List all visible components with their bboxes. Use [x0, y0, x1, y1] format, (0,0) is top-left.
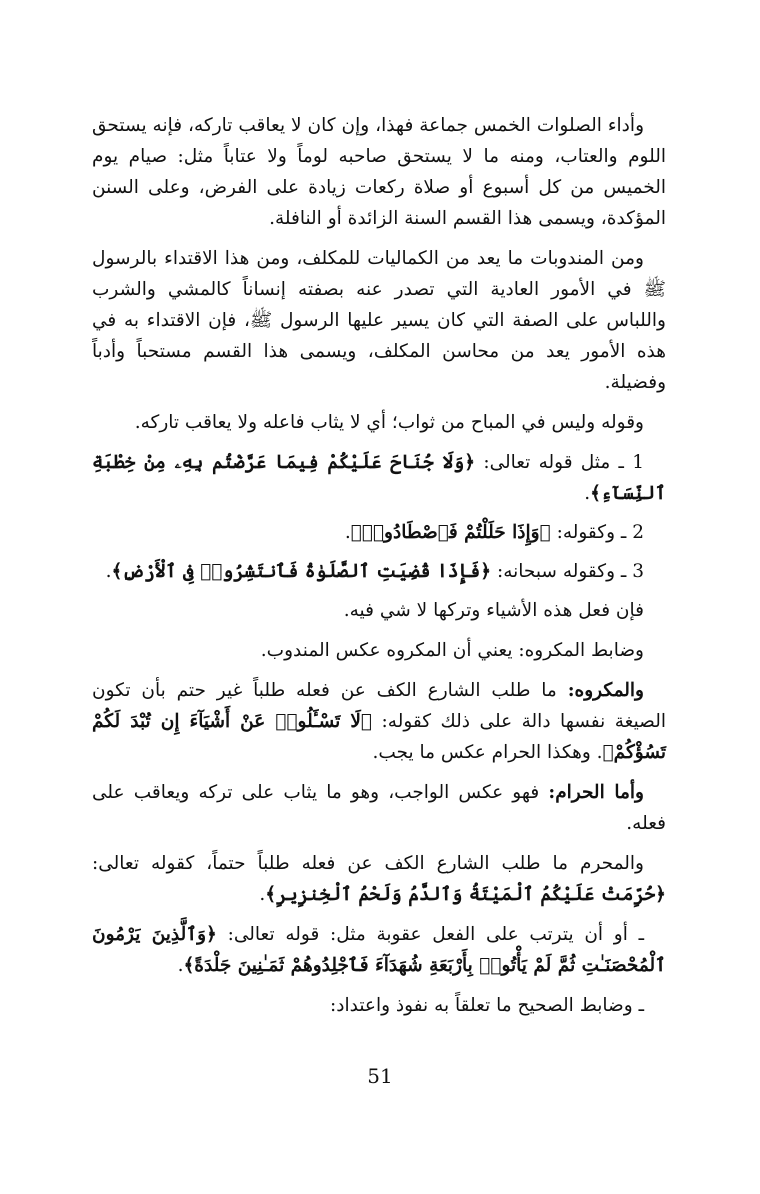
muharram-tail: .	[259, 884, 266, 905]
makruh-term: والمكروه:	[567, 680, 644, 701]
example-1-verse: ﴿وَلَا جُنَاحَ عَلَيْكُمْ فِيمَا عَرَّضْتُم بِهِۦ مِنْ خِطْبَةِ ٱلنِّسَآءِ﴾	[92, 452, 666, 504]
paragraph-mandubat: ومن المندوبات ما يعد من الكماليات للمكلف، ومن هذا الاقتداء بالرسول ﷺ في الأمور العادية التي تصدر عنه بصفته إنساناً كالمشي والشرب واللباس على الصفة التي كان يسير عليها الرسول ﷺ، فإن الاقتداء به في هذه الأمور يعد من محاسن المكلف، ويسمى هذا القسم مستحباً وأدباً وفضيلة.	[92, 248, 666, 393]
example-2-tail: .	[344, 522, 351, 543]
paragraph-no-consequence: فإن فعل هذه الأشياء وتركها لا شي فيه.	[343, 600, 644, 621]
paragraph-makruh-definition	[92, 675, 666, 768]
example-1-lead: 1 ـ مثل قوله تعالى:	[475, 452, 644, 473]
example-1-tail: .	[584, 483, 591, 504]
penalty-tail: .	[177, 955, 184, 976]
makruh-tail: . وهكذا الحرام عكس ما يجب.	[372, 742, 603, 763]
example-2	[92, 517, 666, 548]
paragraph-penalty	[92, 919, 666, 981]
penalty-text: ـ أو أن يترتب على الفعل عقوبة مثل: قوله تعالى:	[216, 924, 644, 945]
example-3-tail: .	[105, 561, 112, 582]
paragraph-makruh-rule: وضابط المكروه: يعني أن المكروه عكس المندوب.	[260, 640, 644, 661]
paragraph-muharram	[92, 848, 666, 910]
example-2-lead: 2 ـ وكقوله:	[550, 522, 644, 543]
example-1	[92, 447, 666, 509]
paragraph-mubah: وقوله وليس في المباح من ثواب؛ أي لا يثاب فاعله ولا يعاقب تاركه.	[134, 412, 644, 433]
example-3	[92, 556, 666, 587]
muharram-text: والمحرم ما طلب الشارع الكف عن فعله طلباً حتماً، كقوله تعالى:	[92, 853, 644, 874]
example-3-lead: 3 ـ وكقوله سبحانه:	[491, 561, 644, 582]
penalty-verse: ﴿وَٱلَّذِينَ يَرْمُونَ ٱلْمُحْصَنَـٰتِ ثُمَّ لَمْ يَأْتُوا۟ بِأَرْبَعَةِ شُهَدَآءَ فَٱجْلِدُوهُمْ ثَمَـٰنِينَ جَلْدَةً﴾	[92, 924, 666, 976]
paragraph-haram-definition	[92, 777, 666, 839]
makruh-verse: ﴿لَا تَسْـَٔلُوا۟ عَنْ أَشْيَآءَ إِن تُبْدَ لَكُمْ تَسُؤْكُمْ﴾	[92, 711, 666, 763]
page-body	[92, 110, 666, 1030]
makruh-text: ما طلب الشارع الكف عن فعله طلباً غير حتم بأن تكون الصيغة نفسها دالة على ذلك كقوله:	[92, 680, 666, 732]
haram-term: وأما الحرام:	[548, 782, 644, 803]
haram-text: فهو عكس الواجب، وهو ما يثاب على تركه ويعاقب على فعله.	[92, 782, 666, 834]
muharram-verse: ﴿حُرِّمَتْ عَلَيْكُمُ ٱلْمَيْتَةُ وَٱلدَّمُ وَلَحْمُ ٱلْخِنزِيرِ﴾	[265, 884, 666, 905]
paragraph-sunnah: وأداء الصلوات الخمس جماعة فهذا، وإن كان لا يعاقب تاركه، فإنه يستحق اللوم والعتاب، ومنه ما لا يستحق صاحبه لوماً ولا عتاباً مثل: صيام يوم الخميس من كل أسبوع أو صلاة ركعات زيادة على الفرض، وعلى السنن المؤكدة، ويسمى هذا القسم السنة الزائدة أو النافلة.	[92, 115, 666, 229]
example-2-verse: ﴿وَإِذَا حَلَلْتُمْ فَٱصْطَادُوا۟﴾	[350, 522, 551, 543]
paragraph-sahih-rule: ـ وضابط الصحيح ما تعلقاً به نفوذ واعتداد:	[330, 995, 644, 1016]
example-3-verse: ﴿فَإِذَا قُضِيَتِ ٱلصَّلَوٰةُ فَٱنتَشِرُوا۟ فِى ٱلْأَرْضِ﴾	[111, 561, 492, 582]
page-number: 51	[367, 1064, 393, 1088]
